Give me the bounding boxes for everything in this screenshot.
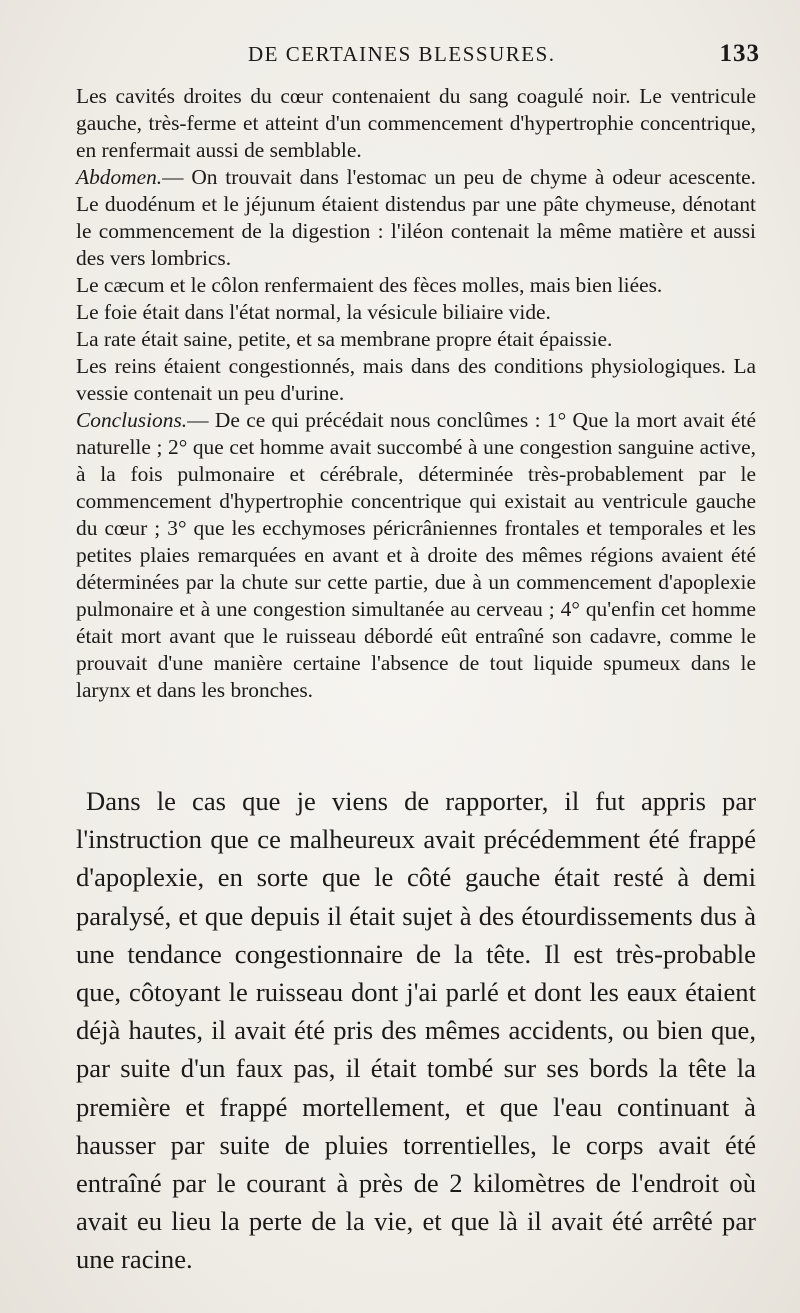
cecum-paragraph: Le cæcum et le côlon renfermaient des fèces molles, mais bien liées. [76,273,663,297]
heart-paragraph: Les cavités droites du cœur contenaient du sang coagulé noir. Le ventricule gauche, très-ferme et atteint d'un commencement d'hypertrophie concentrique, en renfermait aussi de semblable. [76,84,756,162]
conclusions-text: — De ce qui précédait nous conclûmes : 1° Que la mort avait été naturelle ; 2° que cet homme avait succombé à une congestion sanguine active, à la fois pulmonaire et cérébrale, déterminée très-probablement par le commencement d'hypertrophie concentrique qui existait au ventricule gauche du cœur ; 3° que les ecchymoses péricrâniennes frontales et temporales et les petites plaies remarquées en avant et à droite des mêmes régions avaient été déterminées par la chute sur cette partie, due à un commencement d'apoplexie pulmonaire et à une congestion simultanée au cerveau ; 4° qu'enfin cet homme était mort avant que le ruisseau débordé eût entraîné son cadavre, comme le prouvait d'une manière certaine l'absence de tout liquide spumeux dans le larynx et dans les bronches. [76,408,756,702]
commentary-paragraph: Dans le cas que je viens de rapporter, il fut appris par l'instruction que ce malheureux avait précédemment été frappé d'apoplexie, en sorte que le côté gauche était resté à demi paralysé, et que depuis il était sujet à des étourdissements dus à une tendance congestionnaire de la tête. Il est très-probable que, côtoyant le ruisseau dont j'ai parlé et dont les eaux étaient déjà hautes, il avait été pris des mêmes accidents, ou bien que, par suite d'un faux pas, il était tombé sur ses bords la tête la première et frappé mortellement, et que l'eau continuant à hausser par suite de pluies torrentielles, le corps avait été entraîné par le courant à près de 2 kilomètres de l'endroit où avait eu lieu la perte de la vie, et que là il avait été arrêté par une racine. [76,786,756,1275]
running-head: DE CERTAINES BLESSURES. [248,42,556,66]
page-number: 133 [719,40,760,67]
autopsy-report-section [76,83,756,704]
abdomen-label: Abdomen. [76,165,163,189]
abdomen-paragraph [76,164,756,272]
page-header [80,38,770,74]
abdomen-text: — On trouvait dans l'estomac un peu de chyme à odeur acescente. Le duodénum et le jéjunum étaient distendus par une pâte chymeuse, dénotant le commencement de la digestion : l'iléon contenait la même matière et aussi des vers lombrics. [76,165,756,270]
spleen-paragraph: La rate était saine, petite, et sa membrane propre était épaissie. [76,327,613,351]
conclusions-paragraph [76,407,756,704]
conclusions-label: Conclusions. [76,408,188,432]
kidneys-paragraph: Les reins étaient congestionnés, mais dans des conditions physiologiques. La vessie contenait un peu d'urine. [76,354,756,405]
commentary-section [76,782,756,1279]
liver-paragraph: Le foie était dans l'état normal, la vésicule biliaire vide. [76,300,551,324]
